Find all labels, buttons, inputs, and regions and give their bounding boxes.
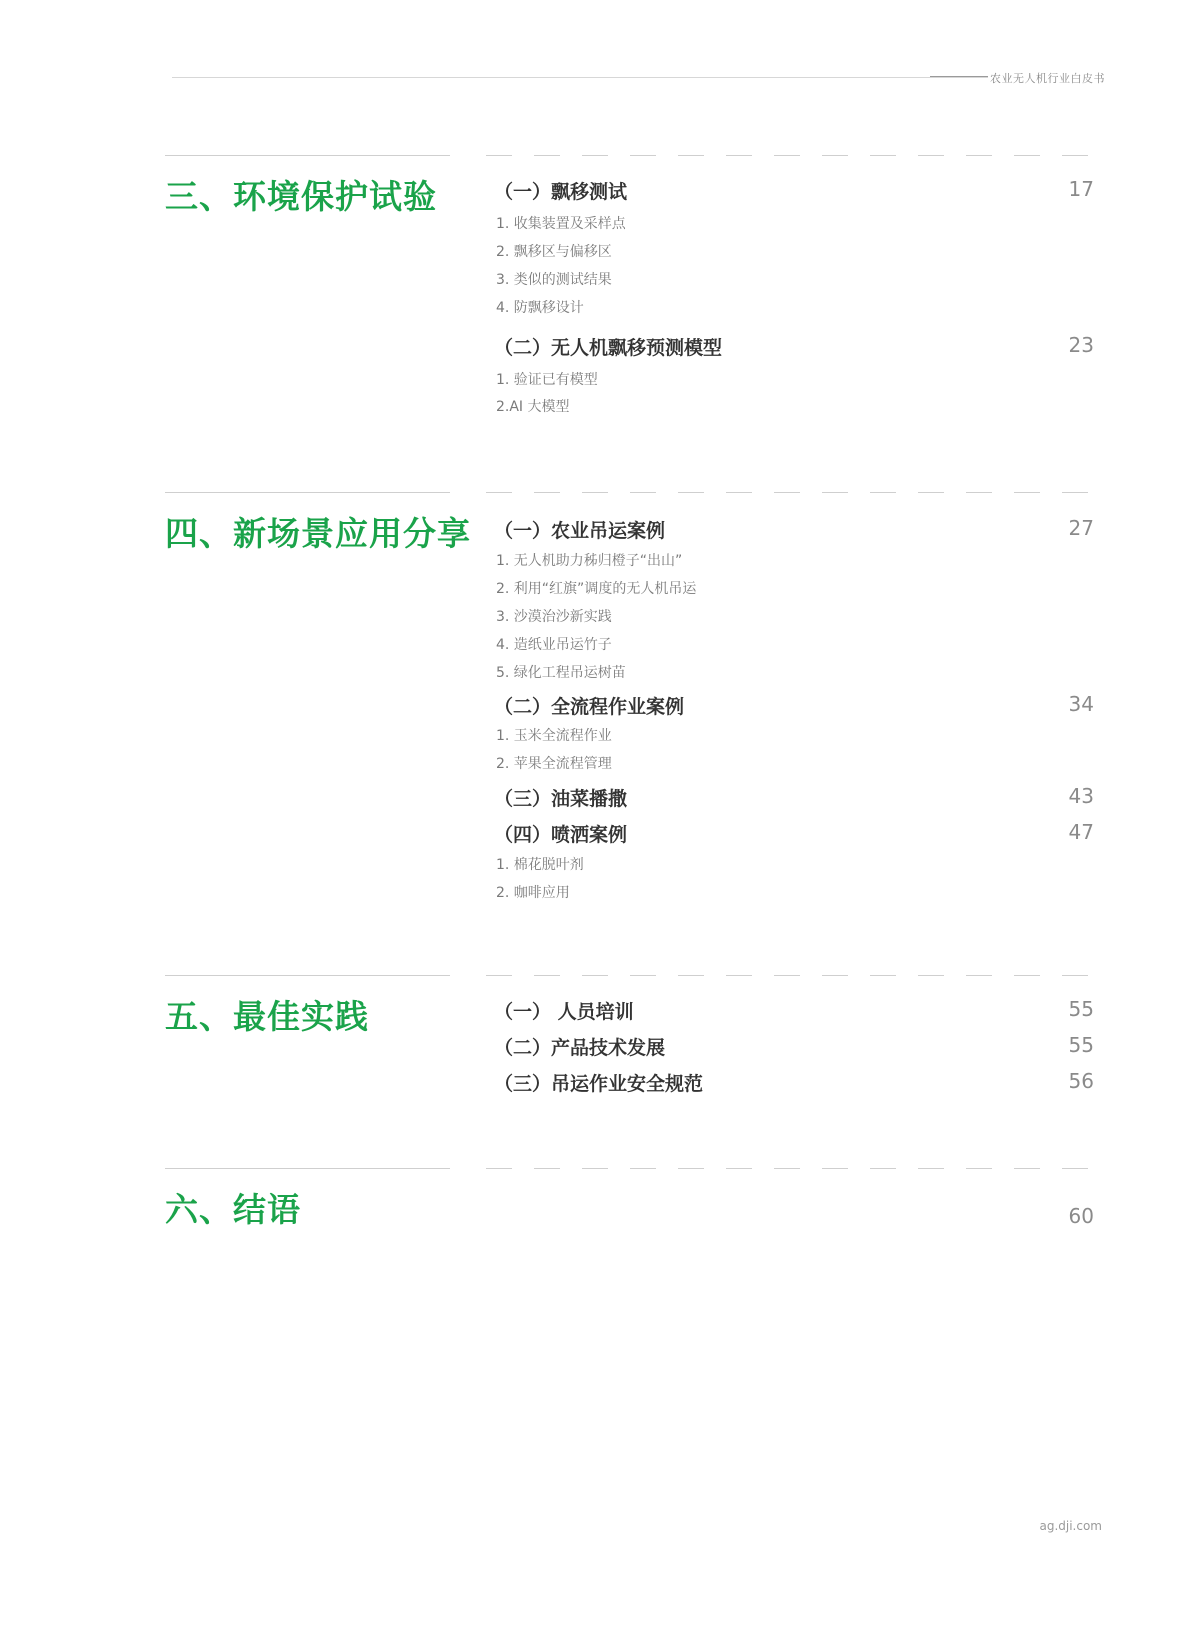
- page-number: 23: [1068, 333, 1094, 357]
- section-title: 四、新场景应用分享: [165, 514, 471, 553]
- section-divider: [165, 1168, 450, 1169]
- page-number: 34: [1068, 692, 1094, 716]
- entry-title[interactable]: （一）飘移测试: [494, 181, 628, 203]
- section-divider: [165, 155, 450, 156]
- sub-item: 1. 棉花脱叶剂: [496, 857, 584, 873]
- section-dashed-divider: [486, 155, 1106, 156]
- sub-item: 5. 绿化工程吊运树苗: [496, 665, 626, 681]
- section-dashed-divider: [486, 975, 1106, 976]
- entry-title[interactable]: （三）吊运作业安全规范: [494, 1073, 704, 1095]
- sub-item: 2. 飘移区与偏移区: [496, 244, 612, 260]
- sub-item: 4. 防飘移设计: [496, 300, 584, 316]
- section-title: 五、最佳实践: [165, 997, 369, 1036]
- document-title: 农业无人机行业白皮书: [990, 72, 1105, 85]
- sub-item: 4. 造纸业吊运竹子: [496, 637, 612, 653]
- sub-item: 2. 利用“红旗”调度的无人机吊运: [496, 581, 697, 597]
- sub-item: 1. 无人机助力秭归橙子“出山”: [496, 553, 683, 569]
- entry-title[interactable]: （一）农业吊运案例: [494, 520, 666, 542]
- header-rule: [172, 77, 1104, 78]
- section-title: 三、环境保护试验: [165, 177, 437, 216]
- page-number: 55: [1068, 1033, 1094, 1057]
- entry-title[interactable]: （二）全流程作业案例: [494, 696, 685, 718]
- sub-item: 1. 收集装置及采样点: [496, 216, 626, 232]
- entry-title[interactable]: （一） 人员培训: [494, 1001, 634, 1023]
- entry-title[interactable]: （二）无人机飘移预测模型: [494, 337, 723, 359]
- footer-url[interactable]: ag.dji.com: [1039, 1519, 1102, 1533]
- section-dashed-divider: [486, 1168, 1106, 1169]
- section-dashed-divider: [486, 492, 1106, 493]
- page-number: 47: [1068, 820, 1094, 844]
- sub-item: 2.AI 大模型: [496, 399, 570, 415]
- sub-item: 1. 玉米全流程作业: [496, 728, 612, 744]
- sub-item: 3. 类似的测试结果: [496, 272, 612, 288]
- header-rule-accent: [930, 76, 990, 77]
- sub-item: 3. 沙漠治沙新实践: [496, 609, 612, 625]
- section-title: 六、结语: [165, 1190, 301, 1229]
- sub-item: 1. 验证已有模型: [496, 372, 598, 388]
- section-divider: [165, 975, 450, 976]
- entry-title[interactable]: （三）油菜播撒: [494, 788, 628, 810]
- sub-item: 2. 苹果全流程管理: [496, 756, 612, 772]
- entry-title[interactable]: （二）产品技术发展: [494, 1037, 666, 1059]
- page-number: 56: [1068, 1069, 1094, 1093]
- page-number: 60: [1068, 1204, 1094, 1228]
- section-divider: [165, 492, 450, 493]
- entry-title[interactable]: （四）喷洒案例: [494, 824, 628, 846]
- page-number: 27: [1068, 516, 1094, 540]
- page-number: 43: [1068, 784, 1094, 808]
- page-number: 17: [1068, 177, 1094, 201]
- sub-item: 2. 咖啡应用: [496, 885, 570, 901]
- page-number: 55: [1068, 997, 1094, 1021]
